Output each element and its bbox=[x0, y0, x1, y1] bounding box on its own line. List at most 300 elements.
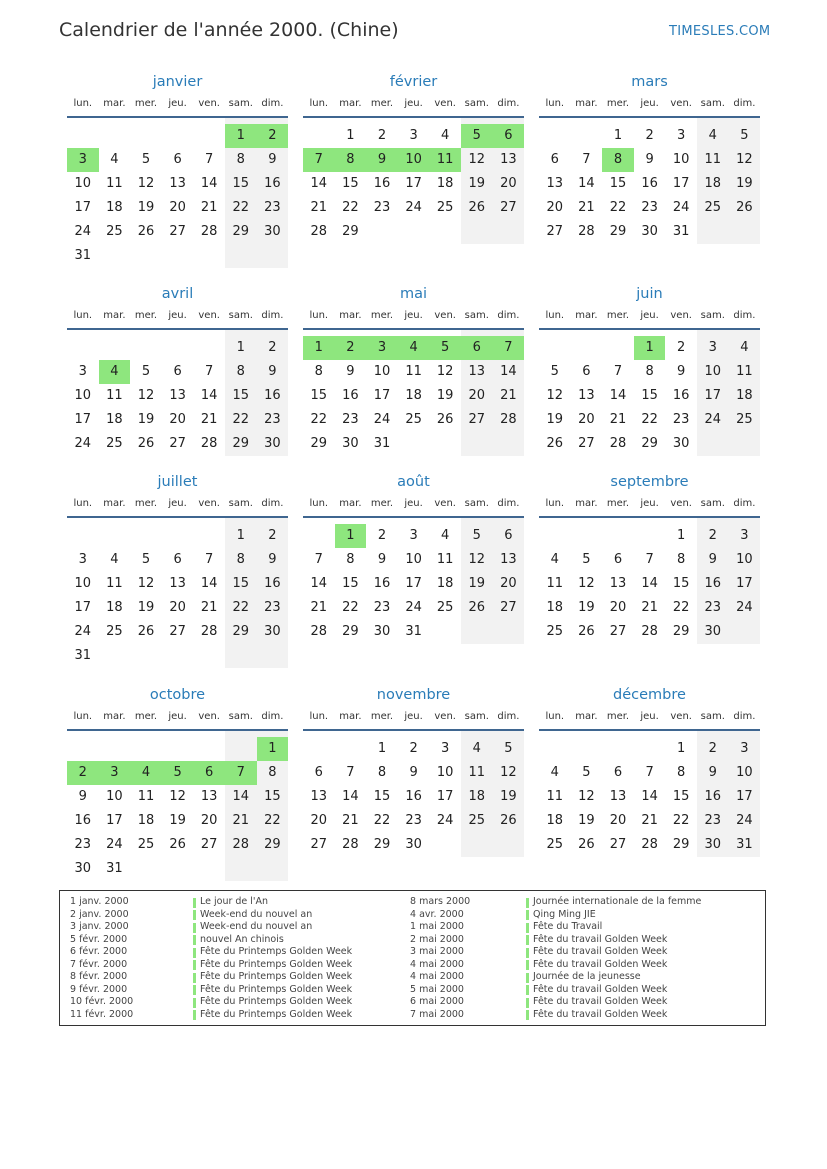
day-cell[interactable]: 1 bbox=[377, 741, 387, 756]
day-cell[interactable]: 12 bbox=[468, 152, 486, 167]
day-cell[interactable]: 25 bbox=[436, 200, 454, 215]
day-cell[interactable]: 22 bbox=[672, 600, 690, 615]
day-cell[interactable]: 23 bbox=[704, 813, 722, 828]
day-cell[interactable]: 15 bbox=[672, 789, 690, 804]
day-cell[interactable]: 27 bbox=[500, 200, 517, 215]
day-cell[interactable]: 6 bbox=[550, 152, 559, 167]
holiday-day[interactable]: 5 bbox=[162, 761, 194, 785]
holiday-day[interactable]: 4 bbox=[99, 360, 131, 384]
day-cell[interactable]: 20 bbox=[310, 813, 328, 828]
day-cell[interactable]: 17 bbox=[74, 600, 92, 615]
holiday-day[interactable]: 8 bbox=[602, 148, 634, 172]
holiday-day[interactable]: 1 bbox=[634, 336, 666, 360]
day-cell[interactable]: 13 bbox=[500, 152, 517, 167]
day-cell[interactable]: 29 bbox=[232, 436, 250, 451]
day-cell[interactable]: 20 bbox=[200, 813, 218, 828]
day-cell[interactable]: 20 bbox=[578, 412, 595, 427]
day-cell[interactable]: 8 bbox=[236, 364, 245, 379]
day-cell[interactable]: 23 bbox=[264, 200, 281, 215]
day-cell[interactable]: 6 bbox=[613, 765, 623, 780]
day-cell[interactable]: 9 bbox=[268, 552, 277, 567]
day-cell[interactable]: 19 bbox=[468, 576, 486, 591]
day-cell[interactable]: 9 bbox=[377, 552, 387, 567]
day-cell[interactable]: 13 bbox=[169, 576, 186, 591]
day-cell[interactable]: 3 bbox=[78, 364, 87, 379]
day-cell[interactable]: 29 bbox=[672, 624, 690, 639]
day-cell[interactable]: 12 bbox=[137, 576, 155, 591]
day-cell[interactable]: 15 bbox=[342, 576, 359, 591]
day-cell[interactable]: 17 bbox=[74, 200, 92, 215]
day-cell[interactable]: 11 bbox=[436, 552, 454, 567]
day-cell[interactable]: 24 bbox=[74, 224, 92, 239]
day-cell[interactable]: 10 bbox=[672, 152, 690, 167]
day-cell[interactable]: 22 bbox=[342, 200, 359, 215]
day-cell[interactable]: 31 bbox=[736, 837, 753, 852]
day-cell[interactable]: 24 bbox=[106, 837, 123, 852]
day-cell[interactable]: 30 bbox=[264, 224, 281, 239]
holiday-day[interactable]: 3 bbox=[99, 761, 131, 785]
day-cell[interactable]: 26 bbox=[468, 200, 486, 215]
day-cell[interactable]: 23 bbox=[74, 837, 92, 852]
day-cell[interactable]: 11 bbox=[468, 765, 486, 780]
day-cell[interactable]: 12 bbox=[436, 364, 454, 379]
day-cell[interactable]: 27 bbox=[609, 837, 627, 852]
day-cell[interactable]: 30 bbox=[74, 861, 92, 876]
day-cell[interactable]: 16 bbox=[264, 388, 281, 403]
day-cell[interactable]: 4 bbox=[441, 528, 450, 543]
day-cell[interactable]: 11 bbox=[736, 364, 753, 379]
day-cell[interactable]: 6 bbox=[504, 528, 513, 543]
day-cell[interactable]: 17 bbox=[704, 388, 722, 403]
day-cell[interactable]: 10 bbox=[74, 176, 92, 191]
day-cell[interactable]: 16 bbox=[373, 176, 391, 191]
day-cell[interactable]: 27 bbox=[468, 412, 486, 427]
day-cell[interactable]: 1 bbox=[236, 528, 245, 543]
holiday-day[interactable]: 5 bbox=[429, 336, 461, 360]
day-cell[interactable]: 19 bbox=[169, 813, 186, 828]
day-cell[interactable]: 2 bbox=[708, 528, 717, 543]
day-cell[interactable]: 15 bbox=[609, 176, 627, 191]
day-cell[interactable]: 10 bbox=[736, 765, 753, 780]
day-cell[interactable]: 21 bbox=[500, 388, 517, 403]
day-cell[interactable]: 19 bbox=[137, 600, 155, 615]
day-cell[interactable]: 9 bbox=[708, 765, 717, 780]
day-cell[interactable]: 13 bbox=[169, 176, 186, 191]
day-cell[interactable]: 1 bbox=[677, 741, 686, 756]
day-cell[interactable]: 7 bbox=[645, 552, 654, 567]
day-cell[interactable]: 22 bbox=[232, 600, 250, 615]
day-cell[interactable]: 16 bbox=[405, 789, 422, 804]
day-cell[interactable]: 8 bbox=[677, 765, 686, 780]
day-cell[interactable]: 4 bbox=[110, 552, 119, 567]
day-cell[interactable]: 21 bbox=[310, 200, 328, 215]
day-cell[interactable]: 24 bbox=[74, 436, 92, 451]
day-cell[interactable]: 2 bbox=[268, 528, 277, 543]
day-cell[interactable]: 16 bbox=[373, 576, 391, 591]
day-cell[interactable]: 17 bbox=[373, 388, 391, 403]
day-cell[interactable]: 2 bbox=[409, 741, 418, 756]
day-cell[interactable]: 23 bbox=[264, 412, 281, 427]
day-cell[interactable]: 19 bbox=[500, 789, 517, 804]
day-cell[interactable]: 14 bbox=[200, 388, 218, 403]
day-cell[interactable]: 24 bbox=[736, 600, 753, 615]
day-cell[interactable]: 11 bbox=[546, 789, 564, 804]
day-cell[interactable]: 2 bbox=[645, 128, 654, 143]
day-cell[interactable]: 5 bbox=[550, 364, 559, 379]
day-cell[interactable]: 22 bbox=[342, 600, 359, 615]
day-cell[interactable]: 1 bbox=[236, 340, 245, 355]
day-cell[interactable]: 4 bbox=[550, 552, 559, 567]
day-cell[interactable]: 17 bbox=[106, 813, 123, 828]
day-cell[interactable]: 20 bbox=[500, 576, 517, 591]
day-cell[interactable]: 21 bbox=[200, 600, 218, 615]
day-cell[interactable]: 13 bbox=[578, 388, 595, 403]
day-cell[interactable]: 30 bbox=[405, 837, 422, 852]
day-cell[interactable]: 6 bbox=[582, 364, 591, 379]
day-cell[interactable]: 25 bbox=[106, 624, 123, 639]
day-cell[interactable]: 21 bbox=[641, 600, 658, 615]
day-cell[interactable]: 11 bbox=[546, 576, 564, 591]
day-cell[interactable]: 5 bbox=[141, 364, 151, 379]
day-cell[interactable]: 17 bbox=[736, 789, 753, 804]
day-cell[interactable]: 16 bbox=[342, 388, 359, 403]
day-cell[interactable]: 14 bbox=[641, 789, 658, 804]
day-cell[interactable]: 2 bbox=[377, 528, 387, 543]
day-cell[interactable]: 18 bbox=[546, 600, 564, 615]
day-cell[interactable]: 20 bbox=[169, 200, 186, 215]
day-cell[interactable]: 13 bbox=[468, 364, 486, 379]
day-cell[interactable]: 22 bbox=[310, 412, 328, 427]
day-cell[interactable]: 7 bbox=[346, 765, 355, 780]
day-cell[interactable]: 1 bbox=[677, 528, 686, 543]
day-cell[interactable]: 23 bbox=[264, 600, 281, 615]
day-cell[interactable]: 7 bbox=[613, 364, 623, 379]
day-cell[interactable]: 5 bbox=[141, 152, 151, 167]
day-cell[interactable]: 5 bbox=[582, 552, 591, 567]
day-cell[interactable]: 10 bbox=[106, 789, 123, 804]
holiday-day[interactable]: 5 bbox=[461, 124, 493, 148]
day-cell[interactable]: 9 bbox=[708, 552, 717, 567]
day-cell[interactable]: 22 bbox=[373, 813, 391, 828]
day-cell[interactable]: 25 bbox=[704, 200, 722, 215]
day-cell[interactable]: 4 bbox=[740, 340, 749, 355]
day-cell[interactable]: 28 bbox=[641, 624, 658, 639]
day-cell[interactable]: 9 bbox=[268, 152, 277, 167]
holiday-day[interactable]: 1 bbox=[303, 336, 335, 360]
holiday-day[interactable]: 7 bbox=[493, 336, 525, 360]
holiday-day[interactable]: 4 bbox=[398, 336, 430, 360]
day-cell[interactable]: 4 bbox=[550, 765, 559, 780]
day-cell[interactable]: 7 bbox=[205, 552, 214, 567]
day-cell[interactable]: 7 bbox=[205, 364, 214, 379]
day-cell[interactable]: 15 bbox=[672, 576, 690, 591]
day-cell[interactable]: 18 bbox=[468, 789, 486, 804]
day-cell[interactable]: 14 bbox=[200, 176, 218, 191]
day-cell[interactable]: 14 bbox=[578, 176, 595, 191]
holiday-day[interactable]: 6 bbox=[193, 761, 225, 785]
day-cell[interactable]: 29 bbox=[264, 837, 281, 852]
day-cell[interactable]: 28 bbox=[200, 624, 218, 639]
day-cell[interactable]: 5 bbox=[141, 552, 151, 567]
day-cell[interactable]: 13 bbox=[500, 552, 517, 567]
day-cell[interactable]: 25 bbox=[736, 412, 753, 427]
day-cell[interactable]: 25 bbox=[436, 600, 454, 615]
holiday-day[interactable]: 11 bbox=[429, 148, 461, 172]
day-cell[interactable]: 6 bbox=[173, 364, 182, 379]
day-cell[interactable]: 14 bbox=[232, 789, 250, 804]
day-cell[interactable]: 14 bbox=[609, 388, 627, 403]
day-cell[interactable]: 17 bbox=[672, 176, 690, 191]
day-cell[interactable]: 25 bbox=[546, 837, 564, 852]
day-cell[interactable]: 3 bbox=[677, 128, 686, 143]
holiday-day[interactable]: 7 bbox=[303, 148, 335, 172]
day-cell[interactable]: 9 bbox=[78, 789, 87, 804]
holiday-day[interactable]: 1 bbox=[257, 737, 289, 761]
day-cell[interactable]: 18 bbox=[436, 176, 454, 191]
holiday-day[interactable]: 4 bbox=[130, 761, 162, 785]
day-cell[interactable]: 30 bbox=[264, 624, 281, 639]
day-cell[interactable]: 30 bbox=[672, 436, 690, 451]
day-cell[interactable]: 14 bbox=[310, 576, 328, 591]
day-cell[interactable]: 26 bbox=[137, 436, 155, 451]
day-cell[interactable]: 18 bbox=[436, 576, 454, 591]
day-cell[interactable]: 23 bbox=[373, 200, 391, 215]
day-cell[interactable]: 23 bbox=[704, 600, 722, 615]
day-cell[interactable]: 23 bbox=[342, 412, 359, 427]
day-cell[interactable]: 26 bbox=[468, 600, 486, 615]
day-cell[interactable]: 18 bbox=[106, 412, 123, 427]
day-cell[interactable]: 23 bbox=[672, 412, 690, 427]
day-cell[interactable]: 12 bbox=[578, 789, 595, 804]
day-cell[interactable]: 13 bbox=[310, 789, 328, 804]
holiday-day[interactable]: 10 bbox=[398, 148, 430, 172]
day-cell[interactable]: 20 bbox=[500, 176, 517, 191]
day-cell[interactable]: 26 bbox=[500, 813, 517, 828]
day-cell[interactable]: 19 bbox=[436, 388, 454, 403]
day-cell[interactable]: 9 bbox=[677, 364, 686, 379]
day-cell[interactable]: 29 bbox=[310, 436, 328, 451]
day-cell[interactable]: 23 bbox=[641, 200, 658, 215]
day-cell[interactable]: 21 bbox=[641, 813, 658, 828]
day-cell[interactable]: 15 bbox=[264, 789, 281, 804]
holiday-day[interactable]: 1 bbox=[225, 124, 257, 148]
day-cell[interactable]: 8 bbox=[645, 364, 654, 379]
day-cell[interactable]: 19 bbox=[137, 412, 155, 427]
day-cell[interactable]: 19 bbox=[137, 200, 155, 215]
day-cell[interactable]: 13 bbox=[609, 789, 627, 804]
day-cell[interactable]: 26 bbox=[436, 412, 454, 427]
day-cell[interactable]: 28 bbox=[310, 624, 328, 639]
day-cell[interactable]: 1 bbox=[613, 128, 623, 143]
day-cell[interactable]: 29 bbox=[672, 837, 690, 852]
day-cell[interactable]: 11 bbox=[137, 789, 155, 804]
day-cell[interactable]: 14 bbox=[310, 176, 328, 191]
day-cell[interactable]: 17 bbox=[405, 576, 422, 591]
day-cell[interactable]: 30 bbox=[264, 436, 281, 451]
day-cell[interactable]: 31 bbox=[373, 436, 391, 451]
day-cell[interactable]: 27 bbox=[609, 624, 627, 639]
day-cell[interactable]: 28 bbox=[500, 412, 517, 427]
day-cell[interactable]: 7 bbox=[582, 152, 591, 167]
day-cell[interactable]: 17 bbox=[436, 789, 454, 804]
day-cell[interactable]: 24 bbox=[736, 813, 753, 828]
day-cell[interactable]: 10 bbox=[373, 364, 391, 379]
day-cell[interactable]: 24 bbox=[704, 412, 722, 427]
day-cell[interactable]: 1 bbox=[346, 128, 355, 143]
day-cell[interactable]: 9 bbox=[645, 152, 654, 167]
day-cell[interactable]: 10 bbox=[736, 552, 753, 567]
day-cell[interactable]: 3 bbox=[708, 340, 717, 355]
day-cell[interactable]: 20 bbox=[468, 388, 486, 403]
day-cell[interactable]: 4 bbox=[110, 152, 119, 167]
day-cell[interactable]: 16 bbox=[704, 576, 722, 591]
day-cell[interactable]: 21 bbox=[578, 200, 595, 215]
day-cell[interactable]: 18 bbox=[704, 176, 722, 191]
day-cell[interactable]: 9 bbox=[409, 765, 418, 780]
day-cell[interactable]: 20 bbox=[609, 813, 627, 828]
day-cell[interactable]: 2 bbox=[708, 741, 717, 756]
day-cell[interactable]: 8 bbox=[346, 552, 355, 567]
day-cell[interactable]: 26 bbox=[546, 436, 564, 451]
holiday-day[interactable]: 1 bbox=[335, 524, 367, 548]
day-cell[interactable]: 3 bbox=[409, 528, 418, 543]
day-cell[interactable]: 5 bbox=[582, 765, 591, 780]
day-cell[interactable]: 19 bbox=[578, 600, 595, 615]
day-cell[interactable]: 17 bbox=[74, 412, 92, 427]
day-cell[interactable]: 25 bbox=[137, 837, 155, 852]
day-cell[interactable]: 19 bbox=[468, 176, 486, 191]
day-cell[interactable]: 15 bbox=[232, 176, 250, 191]
day-cell[interactable]: 26 bbox=[169, 837, 186, 852]
day-cell[interactable]: 4 bbox=[708, 128, 717, 143]
day-cell[interactable]: 24 bbox=[74, 624, 92, 639]
day-cell[interactable]: 11 bbox=[106, 576, 123, 591]
day-cell[interactable]: 8 bbox=[314, 364, 323, 379]
day-cell[interactable]: 30 bbox=[342, 436, 359, 451]
day-cell[interactable]: 25 bbox=[405, 412, 422, 427]
day-cell[interactable]: 22 bbox=[641, 412, 658, 427]
holiday-day[interactable]: 3 bbox=[67, 148, 99, 172]
day-cell[interactable]: 22 bbox=[609, 200, 627, 215]
day-cell[interactable]: 6 bbox=[613, 552, 623, 567]
day-cell[interactable]: 26 bbox=[137, 624, 155, 639]
day-cell[interactable]: 31 bbox=[74, 248, 92, 263]
day-cell[interactable]: 20 bbox=[169, 600, 186, 615]
day-cell[interactable]: 10 bbox=[436, 765, 454, 780]
day-cell[interactable]: 11 bbox=[106, 176, 123, 191]
day-cell[interactable]: 6 bbox=[173, 552, 182, 567]
day-cell[interactable]: 10 bbox=[74, 576, 92, 591]
day-cell[interactable]: 25 bbox=[468, 813, 486, 828]
day-cell[interactable]: 18 bbox=[106, 600, 123, 615]
day-cell[interactable]: 12 bbox=[137, 176, 155, 191]
day-cell[interactable]: 30 bbox=[641, 224, 658, 239]
holiday-day[interactable]: 8 bbox=[335, 148, 367, 172]
holiday-day[interactable]: 2 bbox=[257, 124, 289, 148]
day-cell[interactable]: 2 bbox=[268, 340, 277, 355]
brand-link[interactable]: TIMESLES.COM bbox=[669, 24, 771, 39]
day-cell[interactable]: 22 bbox=[672, 813, 690, 828]
day-cell[interactable]: 9 bbox=[268, 364, 277, 379]
day-cell[interactable]: 17 bbox=[736, 576, 753, 591]
day-cell[interactable]: 29 bbox=[232, 224, 250, 239]
day-cell[interactable]: 15 bbox=[641, 388, 658, 403]
day-cell[interactable]: 21 bbox=[342, 813, 359, 828]
day-cell[interactable]: 14 bbox=[641, 576, 658, 591]
day-cell[interactable]: 31 bbox=[672, 224, 690, 239]
day-cell[interactable]: 13 bbox=[609, 576, 627, 591]
day-cell[interactable]: 21 bbox=[200, 200, 218, 215]
day-cell[interactable]: 18 bbox=[546, 813, 564, 828]
day-cell[interactable]: 13 bbox=[546, 176, 564, 191]
day-cell[interactable]: 10 bbox=[405, 552, 422, 567]
holiday-day[interactable]: 7 bbox=[225, 761, 257, 785]
day-cell[interactable]: 4 bbox=[441, 128, 450, 143]
day-cell[interactable]: 16 bbox=[672, 388, 690, 403]
day-cell[interactable]: 24 bbox=[405, 200, 422, 215]
day-cell[interactable]: 28 bbox=[310, 224, 328, 239]
day-cell[interactable]: 24 bbox=[436, 813, 454, 828]
day-cell[interactable]: 18 bbox=[106, 200, 123, 215]
day-cell[interactable]: 6 bbox=[314, 765, 323, 780]
day-cell[interactable]: 15 bbox=[310, 388, 328, 403]
day-cell[interactable]: 7 bbox=[645, 765, 654, 780]
holiday-day[interactable]: 6 bbox=[493, 124, 525, 148]
day-cell[interactable]: 30 bbox=[704, 837, 722, 852]
day-cell[interactable]: 16 bbox=[264, 176, 281, 191]
day-cell[interactable]: 24 bbox=[373, 412, 391, 427]
day-cell[interactable]: 11 bbox=[405, 364, 422, 379]
day-cell[interactable]: 27 bbox=[169, 624, 186, 639]
day-cell[interactable]: 29 bbox=[342, 624, 359, 639]
day-cell[interactable]: 15 bbox=[232, 576, 250, 591]
day-cell[interactable]: 19 bbox=[578, 813, 595, 828]
day-cell[interactable]: 14 bbox=[342, 789, 359, 804]
day-cell[interactable]: 5 bbox=[740, 128, 749, 143]
day-cell[interactable]: 21 bbox=[200, 412, 218, 427]
day-cell[interactable]: 8 bbox=[377, 765, 387, 780]
day-cell[interactable]: 2 bbox=[377, 128, 387, 143]
day-cell[interactable]: 12 bbox=[137, 388, 155, 403]
day-cell[interactable]: 9 bbox=[346, 364, 355, 379]
day-cell[interactable]: 20 bbox=[609, 600, 627, 615]
day-cell[interactable]: 19 bbox=[736, 176, 753, 191]
day-cell[interactable]: 26 bbox=[578, 624, 595, 639]
day-cell[interactable]: 29 bbox=[609, 224, 627, 239]
day-cell[interactable]: 18 bbox=[137, 813, 155, 828]
day-cell[interactable]: 16 bbox=[641, 176, 658, 191]
day-cell[interactable]: 14 bbox=[200, 576, 218, 591]
day-cell[interactable]: 3 bbox=[78, 552, 87, 567]
day-cell[interactable]: 10 bbox=[704, 364, 722, 379]
day-cell[interactable]: 22 bbox=[264, 813, 281, 828]
day-cell[interactable]: 28 bbox=[609, 436, 627, 451]
day-cell[interactable]: 3 bbox=[740, 528, 749, 543]
day-cell[interactable]: 24 bbox=[672, 200, 690, 215]
day-cell[interactable]: 21 bbox=[609, 412, 627, 427]
day-cell[interactable]: 19 bbox=[546, 412, 564, 427]
day-cell[interactable]: 28 bbox=[342, 837, 359, 852]
day-cell[interactable]: 26 bbox=[736, 200, 753, 215]
day-cell[interactable]: 13 bbox=[200, 789, 218, 804]
day-cell[interactable]: 25 bbox=[106, 436, 123, 451]
day-cell[interactable]: 8 bbox=[268, 765, 277, 780]
day-cell[interactable]: 21 bbox=[232, 813, 250, 828]
day-cell[interactable]: 18 bbox=[736, 388, 753, 403]
day-cell[interactable]: 15 bbox=[232, 388, 250, 403]
day-cell[interactable]: 28 bbox=[232, 837, 250, 852]
day-cell[interactable]: 2 bbox=[677, 340, 686, 355]
